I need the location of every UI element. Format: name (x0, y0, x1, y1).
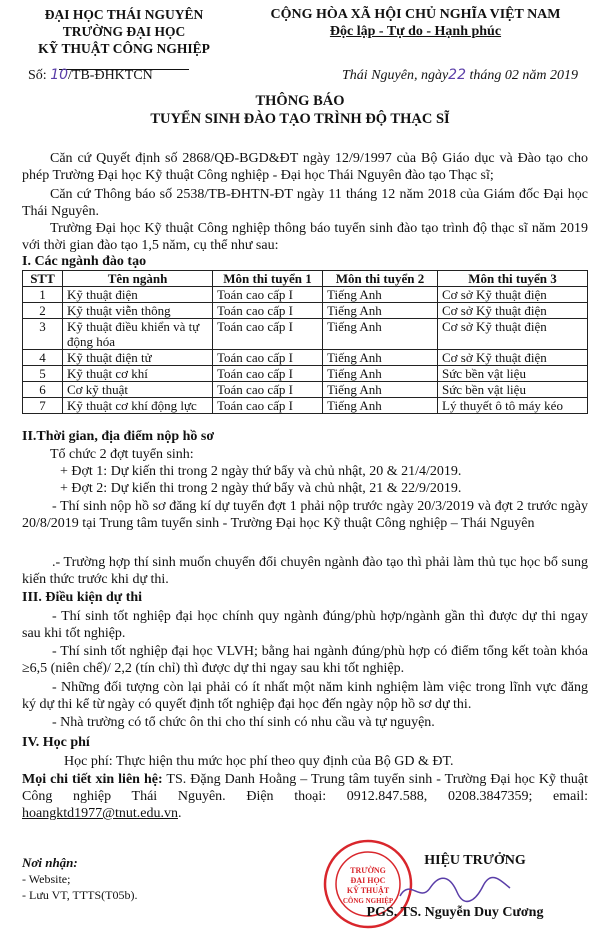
signer-name: PGS. TS. Nguyễn Duy Cương (366, 905, 544, 920)
cell-subject-2: Tiếng Anh (323, 350, 438, 366)
cell-subject-3: Cơ sở Kỹ thuật điện (438, 287, 588, 303)
recipients-label: Nơi nhận: (22, 855, 78, 870)
contact-email-end: . (178, 806, 182, 821)
cell-stt: 7 (23, 398, 63, 414)
table-row (23, 350, 588, 366)
recipient-2: - Lưu VT, TTTS(T05b). (22, 888, 138, 902)
handwritten-signature (395, 868, 515, 908)
cell-subject-2: Tiếng Anh (323, 366, 438, 382)
cell-stt: 6 (23, 382, 63, 398)
cell-subject-2: Tiếng Anh (323, 398, 438, 414)
header-stt: STT (23, 271, 63, 287)
cell-major: Kỹ thuật điều khiển và tự động hóa (63, 319, 213, 350)
cell-subject-2: Tiếng Anh (323, 287, 438, 303)
intro-paragraph-3: Trường Đại học Kỹ thuật Công nghiệp thông báo tuyển sinh đào tạo trình độ thạc sĩ năm 2019 với thời gian đào tạo 1,5 năm, cụ thể như sau: (22, 221, 588, 253)
recipients (22, 855, 138, 903)
date-day-handwritten: 22 (448, 67, 466, 83)
cell-subject-1: Toán cao cấp I (213, 350, 323, 366)
table-header-row (23, 271, 588, 287)
doc-number-prefix: Số: (28, 68, 47, 83)
header-subject-1: Môn thi tuyển 1 (213, 271, 323, 287)
seal-text-2: ĐẠI HỌC (350, 876, 386, 885)
motto (238, 23, 593, 40)
cell-subject-3: Lý thuyết ô tô máy kéo (438, 398, 588, 414)
intro-paragraph-1: Căn cứ Quyết định số 2868/QĐ-BGD&ĐT ngày 12/9/1997 của Bộ Giáo dục và Đào tạo cho phép Trường Đại học Kỹ thuật Công nghiệp - Đại học Thái Nguyên đào tạo Thạc sĩ; (22, 151, 588, 183)
section-2-heading: II.Thời gian, địa điểm nộp hồ sơ (22, 429, 215, 444)
cell-stt: 1 (23, 287, 63, 303)
cell-subject-2: Tiếng Anh (323, 319, 438, 350)
s3-line-2: - Thí sinh tốt nghiệp đại học VLVH; bằng hai ngành đúng/phù hợp có điểm tổng kết toàn khóa ≥6,5 (niên chế)/ 2,2 (tín chỉ) thì được dự thi ngay sau khi tốt nghiệp. (22, 644, 588, 676)
contact-email-link[interactable]: hoangktd1977@tnut.edu.vn (22, 806, 178, 821)
table-row (23, 398, 588, 414)
header-subject-3: Môn thi tuyển 3 (438, 271, 588, 287)
section-3-heading: III. Điều kiện dự thi (22, 590, 143, 605)
section-1-heading: I. Các ngành đào tạo (22, 254, 147, 269)
national-header (238, 6, 593, 40)
cell-stt: 2 (23, 303, 63, 319)
cell-stt: 4 (23, 350, 63, 366)
cell-major: Kỹ thuật cơ khí động lực (63, 398, 213, 414)
cell-subject-2: Tiếng Anh (323, 382, 438, 398)
cell-subject-1: Toán cao cấp I (213, 382, 323, 398)
contact-text: TS. Đặng Danh Hoằng – Trung tâm tuyển sinh - Trường Đại học Kỹ thuật Công nghiệp Thái Nguyên. Điện thoại: 0912.847.588, 0208.3847359; email: (22, 772, 588, 804)
org-line-1: ĐẠI HỌC THÁI NGUYÊN (44, 7, 204, 22)
org-header (14, 6, 234, 74)
s3-line-3: - Những đối tượng còn lại phải có ít nhất một năm kinh nghiệm làm việc trong lĩnh vực đăng ký dự thi kể từ ngày có quyết định tốt nghiệp đại học đến ngày nộp hồ sơ dự thi. (22, 680, 588, 712)
s2-line-5: .- Trường hợp thí sinh muốn chuyển đổi chuyên ngành đào tạo thì phải làm thủ tục học bổ sung kiến thức trước khi dự thi. (22, 555, 588, 587)
cell-subject-3: Sức bền vật liệu (438, 382, 588, 398)
cell-major: Kỹ thuật điện (63, 287, 213, 303)
cell-major: Kỹ thuật cơ khí (63, 366, 213, 382)
cell-subject-1: Toán cao cấp I (213, 366, 323, 382)
cell-subject-1: Toán cao cấp I (213, 287, 323, 303)
header-subject-2: Môn thi tuyển 2 (323, 271, 438, 287)
cell-stt: 3 (23, 319, 63, 350)
cell-major: Kỹ thuật điện tử (63, 350, 213, 366)
header-major: Tên ngành (63, 271, 213, 287)
majors-table (22, 270, 588, 414)
s3-line-4: - Nhà trường có tổ chức ôn thi cho thí sinh có nhu cầu và tự nguyện. (52, 715, 435, 730)
cell-subject-3: Cơ sở Kỹ thuật điện (438, 319, 588, 350)
signature-stroke (400, 877, 510, 901)
intro-paragraph-2: Căn cứ Thông báo số 2538/TB-ĐHTN-ĐT ngày 11 tháng 12 năm 2018 của Giám đốc Đại học Thái Nguyên. (22, 187, 588, 219)
contact-label: Mọi chi tiết xin liên hệ: (22, 772, 163, 787)
s3-line-1: - Thí sinh tốt nghiệp đại học chính quy ngành đúng/phù hợp/ngành gần thì được dự thi ngay sau khi tốt nghiệp. (22, 609, 588, 641)
doc-date (342, 67, 578, 84)
doc-number (28, 67, 153, 84)
cell-subject-1: Toán cao cấp I (213, 398, 323, 414)
country-name: CỘNG HÒA XÃ HỘI CHỦ NGHĨA VIỆT NAM (270, 7, 561, 22)
section-4-heading: IV. Học phí (22, 735, 90, 750)
seal-text-3: KỸ THUẬT (346, 886, 390, 895)
date-prefix: Thái Nguyên, ngày (342, 68, 449, 83)
table-row (23, 303, 588, 319)
date-suffix: tháng 02 năm 2019 (469, 68, 578, 83)
s2-line-4: - Thí sinh nộp hồ sơ đăng kí dự tuyển đợt 1 phải nộp trước ngày 20/3/2019 và đợt 2 trước ngày 20/8/2019 tại Trung tâm tuyển sinh - Trường Đại học Kỹ thuật Công nghiệp – Thái Nguyên (22, 499, 588, 531)
org-line-2: TRƯỜNG ĐẠI HỌC (62, 24, 186, 39)
table-row (23, 382, 588, 398)
org-line-3: KỸ THUẬT CÔNG NGHIỆP (38, 41, 210, 56)
cell-major: Kỹ thuật viễn thông (63, 303, 213, 319)
cell-subject-3: Cơ sở Kỹ thuật điện (438, 350, 588, 366)
s2-line-1: Tổ chức 2 đợt tuyển sinh: (50, 447, 194, 462)
cell-subject-1: Toán cao cấp I (213, 303, 323, 319)
seal-text-1: TRƯỜNG (350, 866, 386, 875)
doc-number-suffix: /TB-ĐHKTCN (68, 68, 153, 83)
table-row (23, 319, 588, 350)
doc-subtitle: TUYỂN SINH ĐÀO TẠO TRÌNH ĐỘ THẠC SĨ (150, 111, 450, 127)
contact-paragraph (22, 771, 588, 822)
cell-subject-3: Cơ sở Kỹ thuật điện (438, 303, 588, 319)
table-row (23, 366, 588, 382)
motto-text: Độc lập - Tự do - Hạnh phúc (329, 24, 502, 39)
cell-subject-3: Sức bền vật liệu (438, 366, 588, 382)
cell-stt: 5 (23, 366, 63, 382)
cell-major: Cơ kỹ thuật (63, 382, 213, 398)
cell-subject-2: Tiếng Anh (323, 303, 438, 319)
table-row (23, 287, 588, 303)
fee-line: Học phí: Thực hiện thu mức học phí theo quy định của Bộ GD & ĐT. (64, 754, 454, 769)
recipient-1: - Website; (22, 872, 71, 886)
s2-line-3: + Đợt 2: Dự kiến thi trong 2 ngày thứ bẩy và chủ nhật, 21 & 22/9/2019. (60, 481, 462, 496)
seal-text-4: CÔNG NGHIỆP (342, 897, 394, 905)
signature-title: HIỆU TRƯỞNG (424, 853, 526, 868)
s2-line-2: + Đợt 1: Dự kiến thi trong 2 ngày thứ bẩy và chủ nhật, 20 & 21/4/2019. (60, 464, 462, 479)
doc-title: THÔNG BÁO (255, 93, 345, 109)
doc-number-handwritten: 10 (50, 67, 69, 83)
cell-subject-1: Toán cao cấp I (213, 319, 323, 350)
